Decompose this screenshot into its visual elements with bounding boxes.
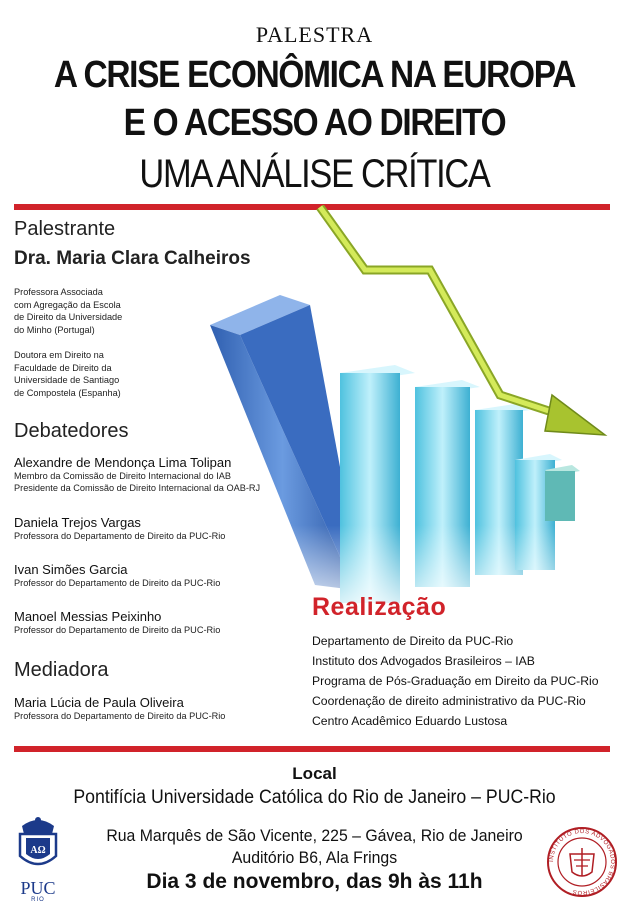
- svg-text:AΩ: AΩ: [30, 845, 46, 856]
- declining-bar-chart-illustration: [200, 205, 610, 625]
- venue-name: Pontifícia Universidade Católica do Rio de Janeiro – PUC-Rio: [73, 787, 556, 808]
- speaker-bio-2: Doutora em Direito na Faculdade de Direito da Universidade de Santiago de Compostela (Espanha): [14, 350, 121, 398]
- iab-seal-icon: [546, 826, 618, 898]
- debater-name: Manoel Messias Peixinho: [14, 609, 162, 624]
- iab-seal-logo: [546, 826, 618, 898]
- debater-entry: [14, 515, 225, 542]
- debater-role: Professora do Departamento de Direito da PUC-Rio: [14, 531, 226, 541]
- debater-name: Alexandre de Mendonça Lima Tolipan: [14, 455, 232, 470]
- debater-name: Daniela Trejos Vargas: [14, 515, 141, 530]
- venue-room: Auditório B6, Ala Frings: [231, 848, 398, 867]
- realizacao-heading: Realização: [312, 593, 447, 621]
- mediator-heading: Mediadora: [14, 659, 109, 681]
- venue-address: Rua Marquês de São Vicente, 225 – Gávea, Rio de Janeiro: [106, 826, 523, 845]
- speaker-name: Dra. Maria Clara Calheiros: [14, 248, 251, 269]
- realizacao-item: Departamento de Direito da PUC-Rio: [312, 634, 514, 648]
- realizacao-item: Coordenação de direito administrativo da PUC-Rio: [312, 694, 586, 708]
- title-line-1: A CRISE ECONÔMICA NA EUROPA: [53, 54, 576, 96]
- local-heading: Local: [292, 764, 337, 783]
- svg-text:INSTITUTO DOS ADVOGADOS BRASIL: INSTITUTO DOS ADVOGADOS BRASILEIROS: [548, 828, 616, 896]
- speaker-bio-1: Professora Associada com Agregação da Escola de Direito da Universidade do Minho (Portugal): [14, 287, 123, 335]
- bottom-divider: [14, 746, 610, 752]
- mediator-role: Professora do Departamento de Direito da PUC-Rio: [14, 711, 226, 721]
- event-type: PALESTRA: [255, 22, 374, 47]
- puc-rio-logo: AΩ PUC RIO: [12, 812, 64, 902]
- debater-entry: [14, 562, 220, 589]
- puc-crest-icon: [12, 812, 64, 874]
- bar-green-small: [545, 465, 580, 521]
- debater-role: Professor do Departamento de Direito da PUC-Rio: [14, 578, 221, 588]
- debaters-heading: Debatedores: [14, 420, 129, 442]
- title-line-2: E O ACESSO AO DIREITO: [123, 102, 506, 144]
- mediator-entry: [14, 695, 225, 722]
- subtitle: UMA ANÁLISE CRÍTICA: [139, 152, 490, 196]
- debater-name: Ivan Simões Garcia: [14, 562, 128, 577]
- debater-role: Membro da Comissão de Direito Internacional do IAB: [14, 471, 232, 481]
- debater-role: Presidente da Comissão de Direito Internacional da OAB-RJ: [14, 483, 261, 493]
- event-date: Dia 3 de novembro, das 9h às 11h: [146, 870, 483, 893]
- debater-role: Professor do Departamento de Direito da PUC-Rio: [14, 625, 221, 635]
- realizacao-item: Centro Acadêmico Eduardo Lustosa: [312, 714, 508, 728]
- debater-entry: [14, 455, 260, 494]
- mediator-name: Maria Lúcia de Paula Oliveira: [14, 695, 184, 710]
- speaker-heading: Palestrante: [14, 218, 116, 240]
- debater-entry: [14, 609, 220, 636]
- realizacao-item: Instituto dos Advogados Brasileiros – IAB: [312, 654, 535, 668]
- realizacao-item: Programa de Pós-Graduação em Direito da PUC-Rio: [312, 674, 599, 688]
